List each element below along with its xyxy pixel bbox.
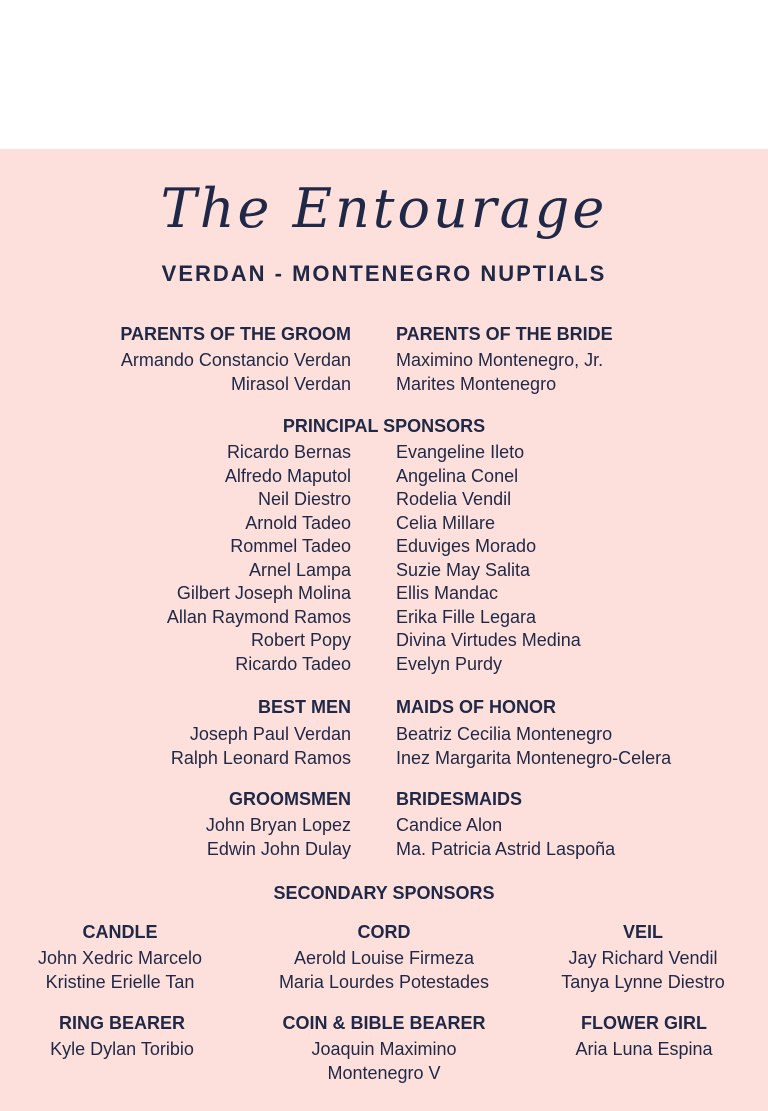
ring-bearer-heading: RING BEARER xyxy=(58,1013,185,1033)
veil-heading: VEIL xyxy=(622,922,663,942)
secondary-sponsors-heading: SECONDARY SPONSORS xyxy=(273,883,495,903)
candle-list xyxy=(0,947,240,994)
candle-heading: CANDLE xyxy=(82,922,158,942)
principal-men-list xyxy=(167,441,351,676)
list-item: Suzie May Salita xyxy=(396,559,531,580)
list-item: Arnold Tadeo xyxy=(245,512,351,533)
list-item: Alfredo Maputol xyxy=(224,465,351,486)
list-item: Ellis Mandac xyxy=(396,583,499,603)
top-blank-area xyxy=(0,0,768,149)
maids-of-honor-list xyxy=(396,723,671,770)
list-item: Armando Constancio Verdan xyxy=(120,350,351,370)
list-item: Rommel Tadeo xyxy=(230,536,351,556)
list-item: Ricardo Tadeo xyxy=(235,653,351,674)
list-item: Gilbert Joseph Molina xyxy=(176,583,351,603)
list-item: Ralph Leonard Ramos xyxy=(170,747,351,768)
principal-sponsors-heading: PRINCIPAL SPONSORS xyxy=(282,416,486,436)
list-item: Maria Lourdes Potestades xyxy=(278,971,490,992)
list-item: Maximino Montenegro, Jr. xyxy=(396,350,604,370)
list-item: Neil Diestro xyxy=(257,489,351,509)
list-item: Tanya Lynne Diestro xyxy=(561,971,725,992)
flower-girl-list xyxy=(528,1038,760,1062)
groomsmen-heading: GROOMSMEN xyxy=(228,789,351,809)
coin-bible-bearer-heading: COIN & BIBLE BEARER xyxy=(282,1013,486,1033)
bridesmaids-list xyxy=(396,814,615,861)
list-item: Joseph Paul Verdan xyxy=(189,724,351,744)
bride-parents-heading: PARENTS OF THE BRIDE xyxy=(396,324,613,344)
best-men-list xyxy=(171,723,351,770)
best-men-heading: BEST MEN xyxy=(257,697,351,717)
list-item: Celia Millare xyxy=(396,512,496,533)
script-title: The Entourage xyxy=(160,177,608,240)
cord-heading: CORD xyxy=(357,922,411,942)
list-item: Kristine Erielle Tan xyxy=(45,971,195,992)
list-item: Inez Margarita Montenegro-Celera xyxy=(396,747,672,768)
list-item: Candice Alon xyxy=(396,815,503,835)
list-item: John Xedric Marcelo xyxy=(37,948,203,968)
list-item: Erika Fille Legara xyxy=(396,606,537,627)
list-item: Joaquin Maximino xyxy=(311,1039,457,1059)
list-item: Eduviges Morado xyxy=(396,536,537,556)
ring-bearer-list xyxy=(0,1038,244,1062)
veil-list xyxy=(528,947,758,994)
list-item: Ma. Patricia Astrid Laspoña xyxy=(396,838,616,859)
list-item: Montenegro V xyxy=(327,1062,441,1083)
maids-of-honor-heading: MAIDS OF HONOR xyxy=(396,697,556,717)
list-item: Evangeline Ileto xyxy=(396,442,525,462)
principal-women-list xyxy=(396,441,581,676)
groom-parents-list xyxy=(121,349,351,396)
groom-parents-heading: PARENTS OF THE GROOM xyxy=(120,324,351,344)
list-item: John Bryan Lopez xyxy=(205,815,351,835)
list-item: Robert Popy xyxy=(250,630,351,650)
nuptials-subtitle: VERDAN - MONTENEGRO NUPTIALS xyxy=(161,261,607,286)
list-item: Edwin John Dulay xyxy=(206,838,351,859)
bridesmaids-heading: BRIDESMAIDS xyxy=(396,789,523,809)
list-item: Ricardo Bernas xyxy=(226,442,351,462)
list-item: Evelyn Purdy xyxy=(396,653,503,674)
list-item: Aria Luna Espina xyxy=(575,1039,713,1059)
coin-bible-bearer-list xyxy=(254,1038,514,1085)
flower-girl-heading: FLOWER GIRL xyxy=(581,1013,707,1033)
cord-list xyxy=(254,947,514,994)
list-item: Jay Richard Vendil xyxy=(568,948,718,968)
list-item: Allan Raymond Ramos xyxy=(166,606,351,627)
entourage-card xyxy=(0,149,768,1111)
list-item: Arnel Lampa xyxy=(248,559,351,580)
list-item: Rodelia Vendil xyxy=(396,489,512,509)
list-item: Angelina Conel xyxy=(396,465,519,486)
list-item: Divina Virtudes Medina xyxy=(396,630,581,650)
list-item: Marites Montenegro xyxy=(396,373,557,394)
list-item: Kyle Dylan Toribio xyxy=(50,1039,194,1059)
list-item: Mirasol Verdan xyxy=(230,373,351,394)
list-item: Aerold Louise Firmeza xyxy=(293,948,475,968)
list-item: Beatriz Cecilia Montenegro xyxy=(396,724,613,744)
bride-parents-list xyxy=(396,349,603,396)
groomsmen-list xyxy=(206,814,351,861)
